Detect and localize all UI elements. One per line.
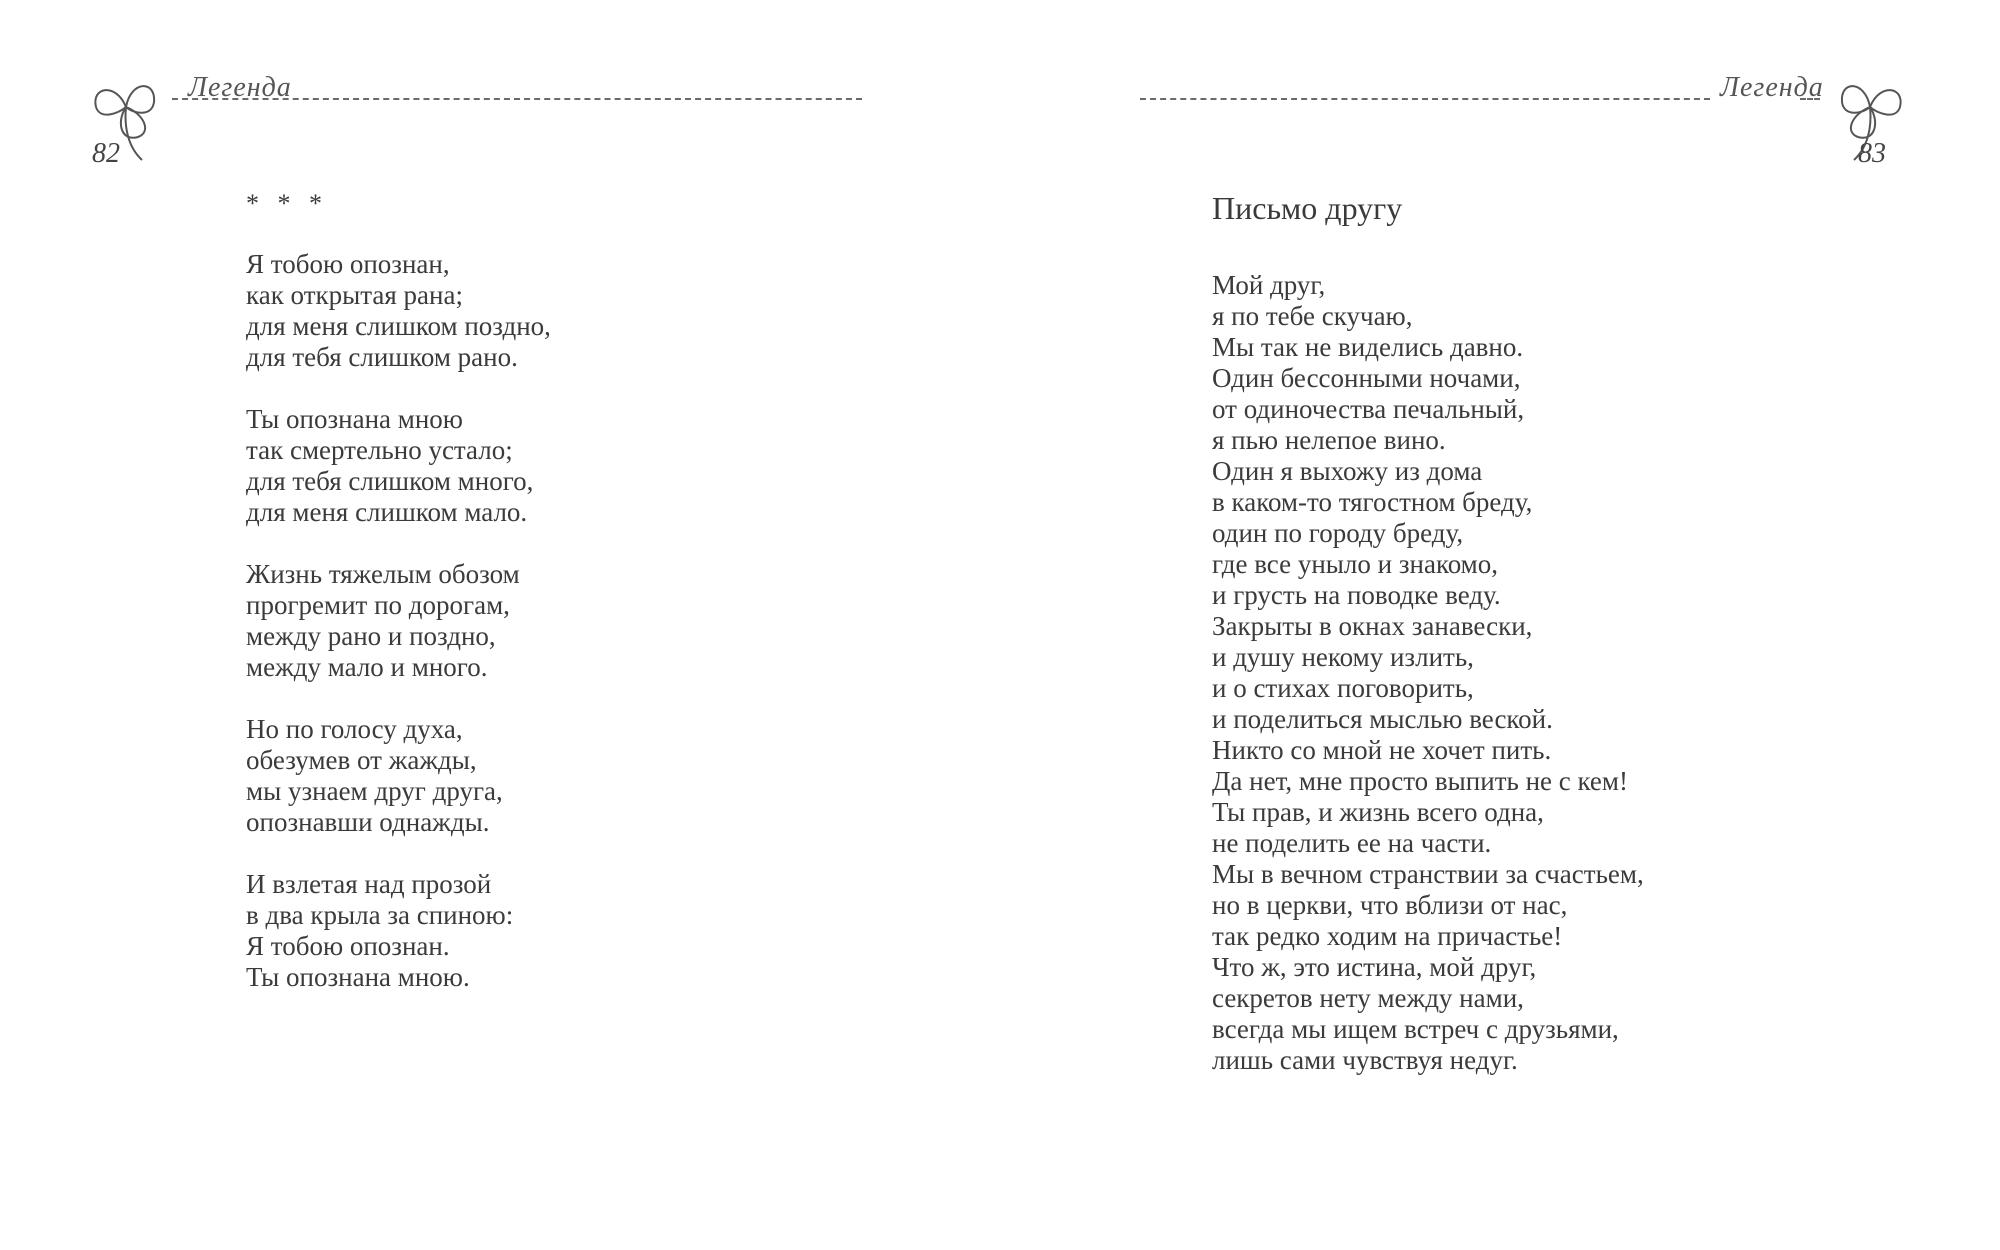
poem-line: один по городу бреду, (1212, 518, 1464, 548)
poem-line: я пью нелепое вино. (1212, 425, 1446, 455)
page-number: 83 (1858, 138, 1886, 169)
poem-line: для тебя слишком много, (246, 466, 534, 496)
poem-line: и поделиться мыслью веской. (1212, 704, 1553, 734)
poem-line: для тебя слишком рано. (246, 342, 518, 372)
poem-line: для меня слишком поздно, (246, 311, 551, 341)
poem-line: но в церкви, что вблизи от нас, (1212, 890, 1568, 920)
poem-line: и грусть на поводке веду. (1212, 580, 1501, 610)
poem-left (246, 188, 551, 993)
running-title: Легенда (188, 72, 292, 103)
poem-line: не поделить ее на части. (1212, 828, 1492, 858)
poem-line: Один я выхожу из дома (1212, 456, 1483, 486)
stanza (246, 559, 551, 683)
header-rule (1800, 98, 1820, 100)
header-rule (172, 98, 862, 100)
poem-line: мы узнаем друг друга, (246, 776, 503, 806)
stanza (246, 714, 551, 838)
poem-line: Ты прав, и жизнь всего одна, (1212, 797, 1544, 827)
poem-line: обезумев от жажды, (246, 745, 477, 775)
poem-line: И взлетая над прозой (246, 869, 492, 899)
right-page (1000, 0, 2000, 1250)
poem-line: Да нет, мне просто выпить не с кем! (1212, 766, 1628, 796)
poem-title: Письмо другу (1212, 190, 1403, 226)
poem-line: между мало и много. (246, 652, 488, 682)
poem-line: секретов нету между нами, (1212, 983, 1524, 1013)
poem-line: от одиночества печальный, (1212, 394, 1525, 424)
poem-line: Мы так не виделись давно. (1212, 332, 1524, 362)
poem-line: Никто со мной не хочет пить. (1212, 735, 1552, 765)
poem-line: прогремит по дорогам, (246, 590, 510, 620)
stanza (246, 404, 551, 528)
stanza (246, 869, 551, 993)
poem-line: в два крыла за спиною: (246, 900, 514, 930)
poem-line: Ты опознана мною (246, 404, 463, 434)
poem-line: так смертельно устало; (246, 435, 513, 465)
poem-line: всегда мы ищем встреч с друзьями, (1212, 1014, 1619, 1044)
stanza (1212, 270, 1644, 1076)
poem-line: и о стихах поговорить, (1212, 673, 1474, 703)
poem-line: Жизнь тяжелым обозом (246, 559, 520, 589)
page-number: 82 (92, 138, 120, 169)
running-title: Легенда (1720, 72, 1824, 103)
poem-line: Что ж, это истина, мой друг, (1212, 952, 1537, 982)
poem-line: между рано и поздно, (246, 621, 496, 651)
poem-line: в каком-то тягостном бреду, (1212, 487, 1533, 517)
header-rule (1140, 98, 1710, 100)
poem-line: Ты опознана мною. (246, 962, 470, 992)
stanza (246, 249, 551, 373)
poem-line: как открытая рана; (246, 280, 463, 310)
poem-line: Я тобою опознан. (246, 931, 450, 961)
poem-line: опознавши однажды. (246, 807, 490, 837)
poem-line: Один бессонными ночами, (1212, 363, 1521, 393)
poem-line: Мой друг, (1212, 270, 1326, 300)
poem-line: лишь сами чувствуя недуг. (1212, 1045, 1518, 1075)
poem-line: Мы в вечном странствии за счастьем, (1212, 859, 1644, 889)
separator-asterisks: * * * (246, 189, 328, 218)
poem-line: так редко ходим на причастье! (1212, 921, 1563, 951)
poem-line: я по тебе скучаю, (1212, 301, 1413, 331)
poem-line: для меня слишком мало. (246, 497, 528, 527)
poem-line: где все уныло и знакомо, (1212, 549, 1499, 579)
poem-line: Я тобою опознан, (246, 249, 450, 279)
poem-line: Закрыты в окнах занавески, (1212, 611, 1533, 641)
poem-right (1212, 190, 1644, 1076)
poem-line: Но по голосу духа, (246, 714, 463, 744)
poem-line: и душу некому излить, (1212, 642, 1474, 672)
